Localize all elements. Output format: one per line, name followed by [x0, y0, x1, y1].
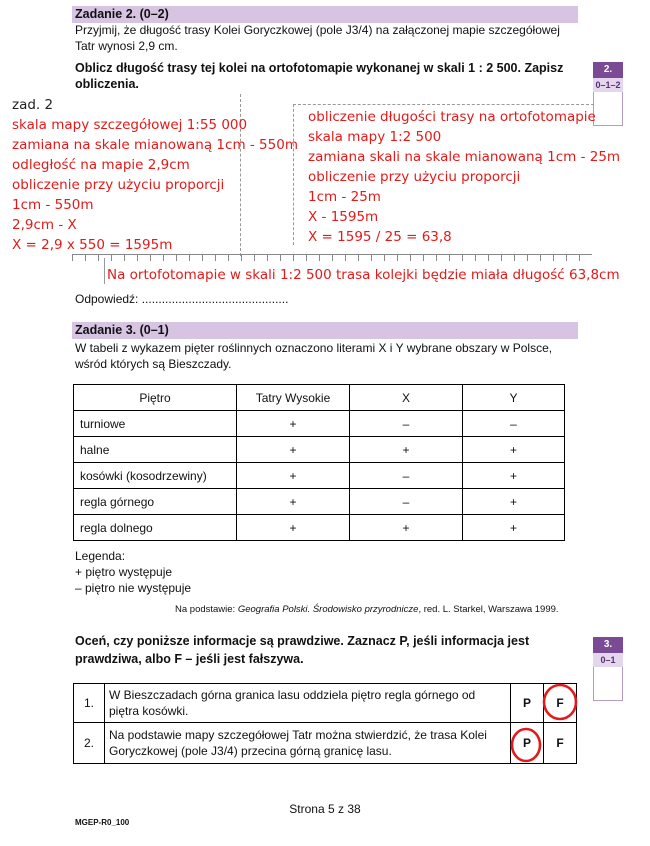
- task2-intro-line2: Tatr wynosi 2,9 cm.: [75, 39, 178, 53]
- legend-title: Legenda:: [75, 549, 126, 563]
- table-cell: –: [350, 463, 463, 489]
- option-p[interactable]: P: [511, 723, 544, 764]
- task2-command-line2: obliczenia.: [75, 77, 139, 91]
- table-cell: +: [463, 489, 565, 515]
- task2-title: Zadanie 2. (0–2): [75, 7, 169, 21]
- statement-text: W Bieszczadach górna granica lasu oddziela piętro regla górnego od piętra kosówki.: [105, 684, 511, 723]
- task3-badge-number: 3.: [593, 637, 623, 653]
- table-header-cell: Tatry Wysokie: [237, 385, 350, 411]
- table-cell: +: [463, 463, 565, 489]
- table-cell: +: [237, 463, 350, 489]
- task3-badge-score: 0–1: [593, 653, 623, 667]
- legend-minus: – piętro nie występuje: [75, 581, 192, 595]
- task2-badge-number: 2.: [593, 62, 623, 78]
- table-cell: +: [463, 437, 565, 463]
- hw-left-line: skala mapy szczegółowej 1:55 000: [12, 117, 248, 133]
- hw-left-line: zamiana na skale mianowaną 1cm - 550m: [12, 137, 298, 153]
- task3-intro-line2: wśród których są Bieszczady.: [75, 357, 232, 371]
- statement-number: 2.: [74, 723, 105, 764]
- table-cell: halne: [74, 437, 237, 463]
- hw-right-line: X = 1595 / 25 = 63,8: [308, 229, 452, 245]
- task3-command-line1: Oceń, czy poniższe informacje są prawdziwe. Zaznacz P, jeśli informacja jest: [75, 634, 530, 648]
- option-f[interactable]: F: [544, 723, 577, 764]
- table-cell: regla dolnego: [74, 515, 237, 541]
- hw-left-line: odległość na mapie 2,9cm: [12, 157, 190, 173]
- option-p[interactable]: P: [511, 684, 544, 723]
- table-cell: +: [237, 489, 350, 515]
- option-f[interactable]: F: [544, 684, 577, 723]
- task3-title: Zadanie 3. (0–1): [75, 323, 169, 337]
- task3-command-line2: prawdziwa, albo F – jeśli jest fałszywa.: [75, 652, 304, 666]
- hw-left-line: zad. 2: [12, 97, 54, 113]
- table-header-cell: X: [350, 385, 463, 411]
- task2-answer-label: Odpowiedź: ............................................: [75, 292, 289, 306]
- legend-plus: + piętro występuje: [75, 565, 173, 579]
- hw-right-line: skala mapy 1:2 500: [308, 129, 442, 145]
- table-cell: –: [350, 411, 463, 437]
- page-number: Strona 5 z 38: [289, 802, 361, 816]
- hw-right-line: obliczenie długości trasy na ortofotomapie: [308, 109, 596, 125]
- table-cell: +: [350, 515, 463, 541]
- hw-answer-line: Na ortofotomapie w skali 1:2 500 trasa kolejki będzie miała długość 63,8cm: [107, 267, 620, 283]
- task2-intro-line1: Przyjmij, że długość trasy Kolei Goryczkowej (pole J3/4) na załączonej mapie szczegółowej: [75, 23, 560, 37]
- circle-mark-icon: [512, 729, 540, 761]
- hw-right-line: 1cm - 25m: [308, 189, 381, 205]
- statement-text: Na podstawie mapy szczegółowej Tatr można stwierdzić, że trasa Kolei Goryczkowej (pole J3/4) przecina górną granicę lasu.: [105, 723, 511, 764]
- table-cell: turniowe: [74, 411, 237, 437]
- source-suffix: , red. L. Starkel, Warszawa 1999.: [418, 604, 559, 615]
- hw-left-line: obliczenie przy użyciu proporcji: [12, 177, 225, 193]
- hw-left-line: 2,9cm - X: [12, 217, 77, 233]
- hw-left-line: 1cm - 550m: [12, 197, 94, 213]
- hw-right-line: zamiana skali na skale mianowaną 1cm - 25m: [308, 149, 621, 165]
- statement-number: 1.: [74, 684, 105, 723]
- table-cell: +: [237, 411, 350, 437]
- table-cell: +: [463, 515, 565, 541]
- hw-left-line: X = 2,9 x 550 = 1595m: [12, 237, 173, 253]
- task2-command-line1: Oblicz długość trasy tej kolei na ortofotomapie wykonanej w skali 1 : 2 500. Zapisz: [75, 61, 564, 75]
- table-cell: +: [237, 515, 350, 541]
- table-cell: regla górnego: [74, 489, 237, 515]
- exam-code: MGEP-R0_100: [75, 818, 130, 827]
- source-prefix: Na podstawie:: [175, 604, 238, 615]
- circle-mark-icon: [544, 685, 576, 719]
- table-cell: –: [463, 411, 565, 437]
- hw-right-line: X - 1595m: [308, 209, 379, 225]
- table-cell: kosówki (kosodrzewiny): [74, 463, 237, 489]
- task3-intro-line1: W tabeli z wykazem pięter roślinnych oznaczono literami X i Y wybrane obszary w Polsce,: [75, 341, 553, 355]
- table-header-cell: Piętro: [74, 385, 237, 411]
- table-cell: +: [350, 437, 463, 463]
- table-cell: –: [350, 489, 463, 515]
- hw-right-line: obliczenie przy użyciu proporcji: [308, 169, 521, 185]
- table-header-cell: Y: [463, 385, 565, 411]
- source-title: Geografia Polski. Środowisko przyrodnicze: [237, 604, 419, 615]
- task2-badge-score: 0–1–2: [593, 78, 623, 92]
- table-cell: +: [237, 437, 350, 463]
